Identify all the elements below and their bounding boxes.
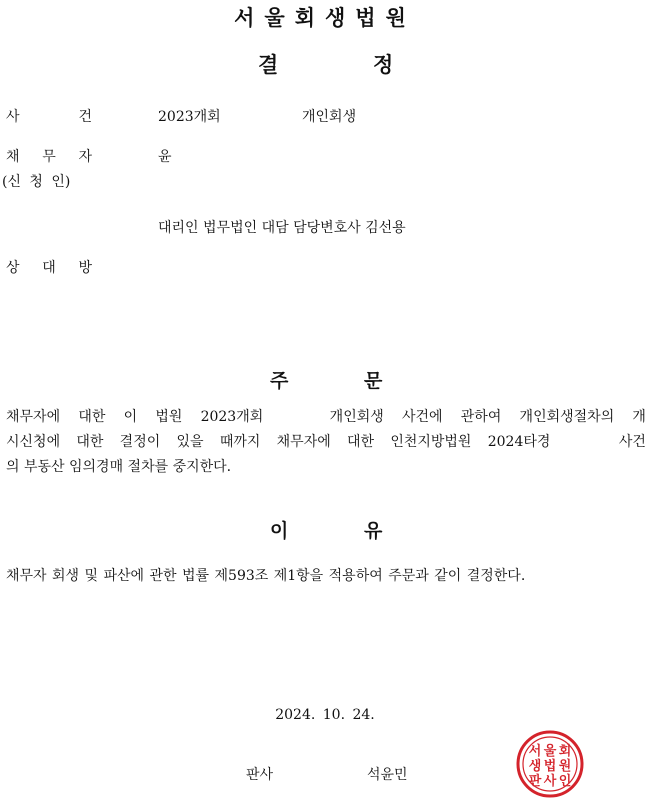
order-word: 법원 xyxy=(155,409,183,425)
order-word: 사건에 xyxy=(401,409,443,425)
order-word: 있을 xyxy=(176,434,204,450)
debtor-agent: 대리인 법무법인 대담 담당변호사 김선용 xyxy=(158,220,406,236)
seal-glyph: 인 xyxy=(558,774,572,789)
debtor-label-char-2: 무 xyxy=(42,149,56,165)
court-seal-icon xyxy=(516,730,584,798)
order-heading-left: 주 xyxy=(270,370,289,392)
case-label xyxy=(6,106,92,126)
order-line-1 xyxy=(6,405,646,430)
debtor-name: 윤 xyxy=(158,149,172,165)
order-word: 이 xyxy=(123,409,138,425)
case-type: 개인회생 xyxy=(302,109,357,125)
case-number: 2023개회 xyxy=(158,109,221,125)
order-word: 개인회생절차의 xyxy=(519,409,615,425)
seal-glyph: 울 xyxy=(543,744,557,759)
counterparty-label-char-1: 상 xyxy=(6,260,20,276)
order-word: 사건 xyxy=(618,434,646,450)
order-word: 채무자에 xyxy=(6,409,61,425)
doc-title-left: 결 xyxy=(258,53,279,77)
order-word: 개 xyxy=(632,409,646,425)
counterparty-label xyxy=(6,257,92,277)
reason-heading-left: 이 xyxy=(270,520,289,542)
judge-name: 석윤민 xyxy=(367,767,408,783)
order-heading-right: 문 xyxy=(364,370,383,392)
order-word: 결정이 xyxy=(119,434,161,450)
case-label-char-2: 건 xyxy=(78,109,92,125)
order-word: 대한 xyxy=(347,434,375,450)
order-word: 대한 xyxy=(76,434,104,450)
court-name: 서울회생법원 xyxy=(234,6,416,30)
decision-date: 2024. 10. 24. xyxy=(275,707,375,723)
order-word: 2023개회 xyxy=(200,409,264,425)
seal-glyph: 서 xyxy=(528,744,542,759)
seal-glyph: 생 xyxy=(528,759,542,774)
seal-glyph: 법 xyxy=(543,759,557,774)
debtor-label-char-1: 채 xyxy=(6,149,20,165)
seal-glyph: 회 xyxy=(558,744,572,759)
doc-title-right: 정 xyxy=(373,53,394,77)
order-word: 때까지 xyxy=(219,434,261,450)
debtor-label-sub: (신 청 인) xyxy=(2,174,71,190)
reason-heading-right: 유 xyxy=(364,520,383,542)
order-gap xyxy=(567,430,603,455)
seal-glyph: 원 xyxy=(558,759,572,774)
order-line-2 xyxy=(6,430,646,455)
order-word: 관하여 xyxy=(460,409,502,425)
order-word: 대한 xyxy=(78,409,106,425)
order-gap xyxy=(281,405,311,430)
counterparty-label-char-2: 대 xyxy=(42,260,56,276)
counterparty-label-char-3: 방 xyxy=(78,260,92,276)
debtor-label xyxy=(6,146,92,166)
order-word: 의 부동산 임의경매 절차를 중지한다. xyxy=(6,459,232,475)
order-word: 인천지방법원 xyxy=(390,434,472,450)
order-text xyxy=(6,405,646,480)
seal-glyph: 사 xyxy=(543,774,557,789)
order-word: 시신청에 xyxy=(6,434,61,450)
case-label-char-1: 사 xyxy=(6,109,20,125)
judge-title: 판사 xyxy=(246,767,274,783)
debtor-label-char-3: 자 xyxy=(78,149,92,165)
order-word: 2024타경 xyxy=(487,434,551,450)
reason-text: 채무자 회생 및 파산에 관한 법률 제593조 제1항을 적용하여 주문과 같이 결정한다. xyxy=(6,568,526,584)
order-line-3 xyxy=(6,455,646,480)
seal-glyph: 판 xyxy=(528,774,542,789)
order-word: 채무자에 xyxy=(276,434,331,450)
order-word: 개인회생 xyxy=(329,409,384,425)
